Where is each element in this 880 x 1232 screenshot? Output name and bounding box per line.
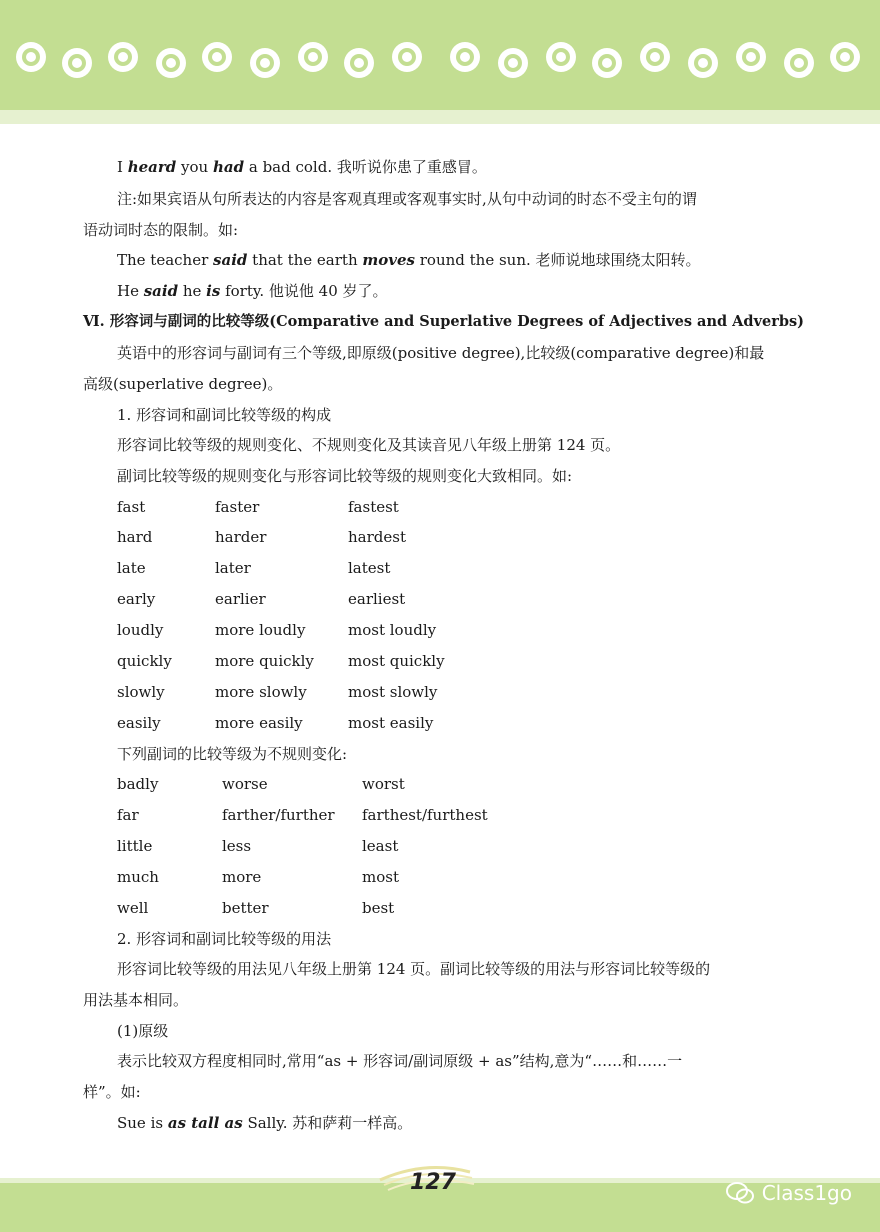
- body-line: 形容词比较等级的用法见八年级上册第 124 页。副词比较等级的用法与形容词比较等级的: [117, 960, 711, 978]
- watermark: [726, 1178, 852, 1208]
- page-number: 127: [410, 1170, 456, 1195]
- table-cell: more loudly: [215, 621, 306, 639]
- table-cell: more: [222, 868, 262, 886]
- ring-icon: [16, 42, 46, 72]
- ring-icon: [450, 42, 480, 72]
- example-teacher: The teacher said that the earth moves round the sun. 老师说地球围绕太阳转。: [117, 251, 701, 269]
- table-cell: harder: [215, 528, 267, 546]
- subheading: (1)原级: [117, 1022, 169, 1040]
- table-cell: faster: [215, 498, 260, 516]
- section-heading: Ⅵ. 形容词与副词的比较等级(Comparative and Superlative Degrees of Adjectives and Adverbs): [83, 313, 805, 330]
- page-number-badge: [370, 1158, 480, 1208]
- table-cell: best: [362, 899, 395, 917]
- body-line: 表示比较双方程度相同时,常用“as + 形容词/副词原级 + as”结构,意为“……和……一: [117, 1052, 683, 1070]
- table-cell: least: [362, 837, 399, 855]
- intro-line: 英语中的形容词与副词有三个等级,即原级(positive degree),比较级(comparative degree)和最: [117, 344, 765, 362]
- ring-icon: [344, 48, 374, 78]
- ring-icon: [546, 42, 576, 72]
- table-cell: well: [117, 899, 149, 917]
- table-cell: hardest: [348, 528, 406, 546]
- example-heard: I heard you had a bad cold. 我听说你患了重感冒。: [117, 158, 487, 176]
- ring-icon: [62, 48, 92, 78]
- table-cell: most quickly: [348, 652, 445, 670]
- table-cell: earliest: [348, 590, 406, 608]
- table-cell: slowly: [117, 683, 165, 701]
- table-cell: much: [117, 868, 159, 886]
- table-cell: loudly: [117, 621, 164, 639]
- table-cell: badly: [117, 775, 159, 793]
- table-cell: better: [222, 899, 269, 917]
- header-strip: [0, 110, 880, 124]
- table-cell: far: [117, 806, 139, 824]
- table-cell: late: [117, 559, 146, 577]
- table-cell: later: [215, 559, 251, 577]
- table-cell: more quickly: [215, 652, 314, 670]
- table-cell: less: [222, 837, 252, 855]
- table-cell: latest: [348, 559, 391, 577]
- table-cell: early: [117, 590, 156, 608]
- table-cell: little: [117, 837, 153, 855]
- table-cell: farthest/furthest: [362, 806, 488, 824]
- example-sue: Sue is as tall as Sally. 苏和萨莉一样高。: [117, 1114, 413, 1132]
- ring-icon: [640, 42, 670, 72]
- watermark-text: Class1go: [761, 1181, 852, 1205]
- table-cell: easily: [117, 714, 161, 732]
- table-cell: worse: [222, 775, 268, 793]
- note-line: 注:如果宾语从句所表达的内容是客观真理或客观事实时,从句中动词的时态不受主句的谓: [117, 190, 697, 208]
- ring-icon: [392, 42, 422, 72]
- ring-icon: [156, 48, 186, 78]
- table-cell: most easily: [348, 714, 434, 732]
- example-forty: He said he is forty. 他说他 40 岁了。: [117, 282, 388, 300]
- table-cell: most loudly: [348, 621, 437, 639]
- body-line: 用法基本相同。: [83, 991, 189, 1009]
- ring-icon: [202, 42, 232, 72]
- subheading: 1. 形容词和副词比较等级的构成: [117, 406, 332, 424]
- ring-icon: [498, 48, 528, 78]
- ring-icon: [688, 48, 718, 78]
- ring-icon: [250, 48, 280, 78]
- table-cell: fast: [117, 498, 146, 516]
- table-cell: earlier: [215, 590, 266, 608]
- body-line: 副词比较等级的规则变化与形容词比较等级的规则变化大致相同。如:: [117, 467, 573, 485]
- table-cell: more easily: [215, 714, 303, 732]
- table-cell: quickly: [117, 652, 172, 670]
- ring-icon: [298, 42, 328, 72]
- subheading: 2. 形容词和副词比较等级的用法: [117, 930, 332, 948]
- table-cell: fastest: [348, 498, 399, 516]
- table-cell: farther/further: [222, 806, 335, 824]
- note-line: 语动词时态的限制。如:: [83, 221, 239, 239]
- decorative-rings: [0, 0, 880, 110]
- body-line: 样”。如:: [83, 1083, 141, 1101]
- ring-icon: [592, 48, 622, 78]
- table-cell: more slowly: [215, 683, 307, 701]
- wechat-icon: [726, 1182, 754, 1204]
- ring-icon: [108, 42, 138, 72]
- intro-line: 高级(superlative degree)。: [83, 375, 283, 393]
- table-cell: worst: [362, 775, 405, 793]
- body-line: 形容词比较等级的规则变化、不规则变化及其读音见八年级上册第 124 页。: [117, 436, 621, 454]
- table-cell: hard: [117, 528, 153, 546]
- table-cell: most slowly: [348, 683, 438, 701]
- ring-icon: [830, 42, 860, 72]
- body-line: 下列副词的比较等级为不规则变化:: [117, 745, 348, 763]
- ring-icon: [736, 42, 766, 72]
- ring-icon: [784, 48, 814, 78]
- table-cell: most: [362, 868, 399, 886]
